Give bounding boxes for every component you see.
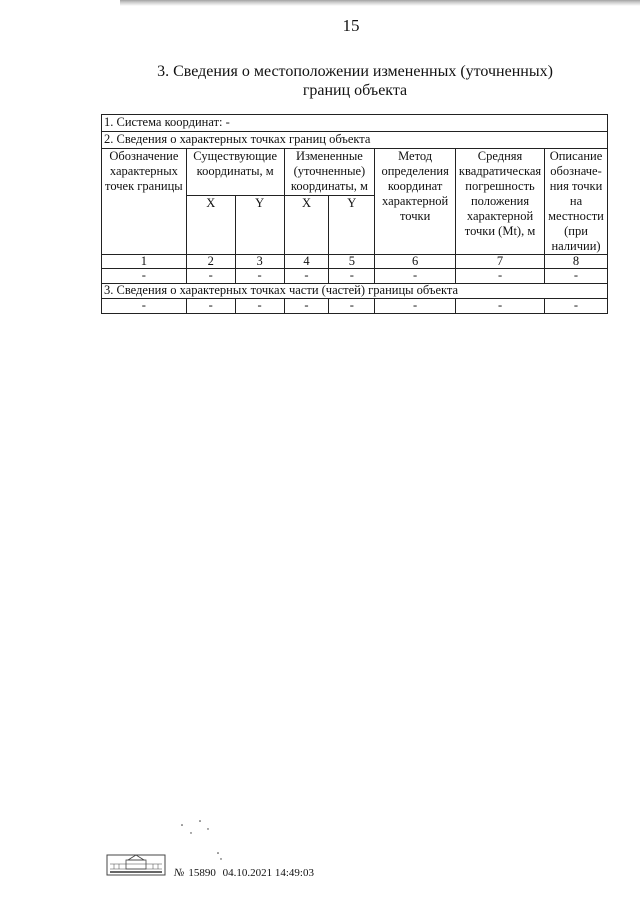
column-number-6: 6 bbox=[375, 255, 456, 269]
empty-cell: - bbox=[102, 269, 187, 284]
column-number-7: 7 bbox=[456, 255, 545, 269]
section2-header-row: 2. Сведения о характерных точках границ объекта bbox=[102, 132, 608, 149]
column-number-2: 2 bbox=[186, 255, 235, 269]
empty-cell: - bbox=[545, 299, 608, 314]
table-row bbox=[102, 299, 608, 314]
column-number-5: 5 bbox=[329, 255, 375, 269]
coordinate-system-row: 1. Система координат: - bbox=[102, 115, 608, 132]
col-determination-method: Метод определения координат характерной точки bbox=[375, 149, 456, 255]
registration-number: 15890 bbox=[188, 867, 216, 879]
column-number-1: 1 bbox=[102, 255, 187, 269]
table-row bbox=[102, 269, 608, 284]
building-stamp-icon bbox=[106, 852, 166, 876]
scan-edge-artifact bbox=[120, 0, 640, 6]
col-existing-coordinates: Существующие координаты, м bbox=[186, 149, 284, 196]
registration-stamp bbox=[174, 867, 314, 879]
empty-cell: - bbox=[456, 269, 545, 284]
empty-cell: - bbox=[102, 299, 187, 314]
empty-cell: - bbox=[545, 269, 608, 284]
col-point-description: Описание обозначе-ния точки на местности (при наличии) bbox=[545, 149, 608, 255]
col-existing-x: X bbox=[186, 196, 235, 255]
empty-cell: - bbox=[329, 269, 375, 284]
section-title-line-1: 3. Сведения о местоположении измененных (уточненных) bbox=[157, 63, 553, 80]
col-point-designation: Обозначение характерных точек границы bbox=[102, 149, 187, 255]
col-changed-y: Y bbox=[329, 196, 375, 255]
registration-footer bbox=[106, 852, 526, 882]
empty-cell: - bbox=[186, 299, 235, 314]
empty-cell: - bbox=[235, 299, 284, 314]
section-title-line-2: границ объекта bbox=[302, 82, 408, 99]
section3-header-row: 3. Сведения о характерных точках части (частей) границы объекта bbox=[102, 284, 608, 299]
registration-datetime: 04.10.2021 14:49:03 bbox=[222, 867, 314, 879]
empty-cell: - bbox=[235, 269, 284, 284]
empty-cell: - bbox=[375, 299, 456, 314]
section-title bbox=[100, 62, 610, 100]
boundary-points-table bbox=[101, 114, 608, 314]
col-existing-y: Y bbox=[235, 196, 284, 255]
empty-cell: - bbox=[456, 299, 545, 314]
empty-cell: - bbox=[329, 299, 375, 314]
column-number-8: 8 bbox=[545, 255, 608, 269]
number-sign: № bbox=[174, 867, 185, 879]
empty-cell: - bbox=[284, 299, 329, 314]
col-changed-x: X bbox=[284, 196, 329, 255]
page-number: 15 bbox=[342, 16, 360, 35]
column-number-3: 3 bbox=[235, 255, 284, 269]
empty-cell: - bbox=[375, 269, 456, 284]
empty-cell: - bbox=[186, 269, 235, 284]
col-changed-coordinates: Измененные (уточненные) координаты, м bbox=[284, 149, 375, 196]
empty-cell: - bbox=[284, 269, 329, 284]
column-number-4: 4 bbox=[284, 255, 329, 269]
col-mean-square-error: Средняя квадратическая погрешность положения характерной точки (Mt), м bbox=[456, 149, 545, 255]
